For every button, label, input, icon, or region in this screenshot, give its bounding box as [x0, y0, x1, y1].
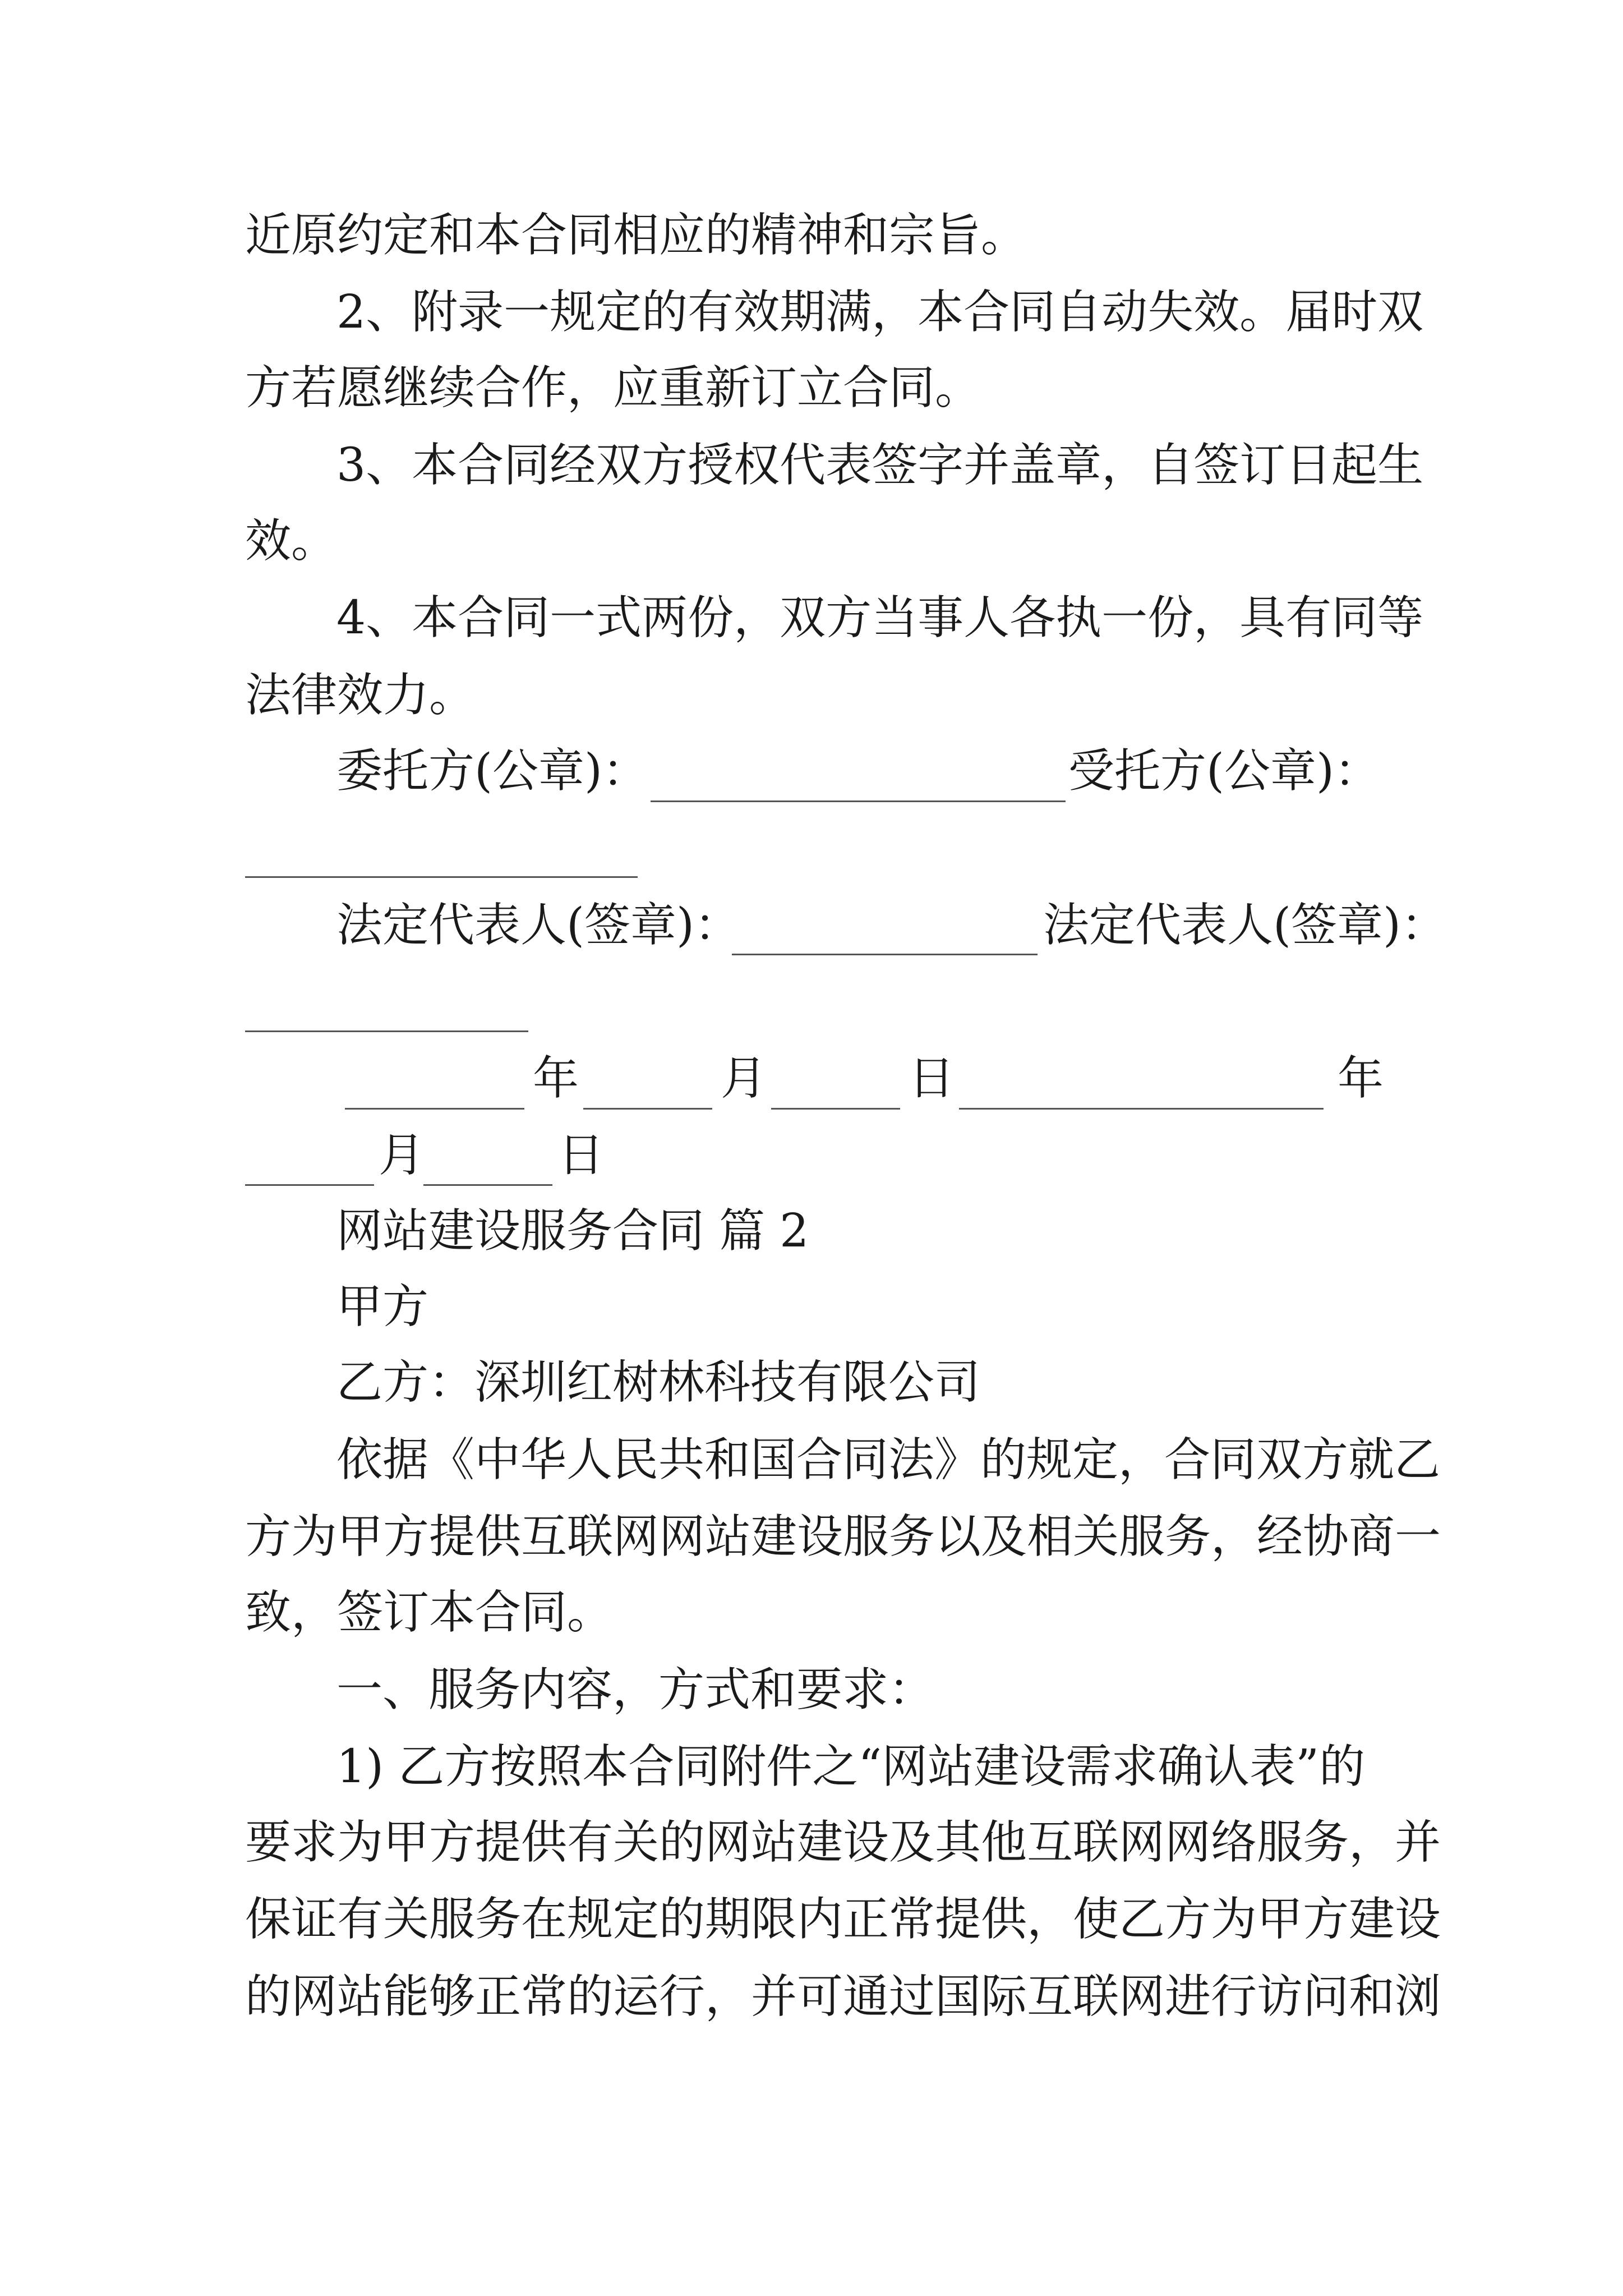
item-1-line-1: 1) 乙方按照本合同附件之“网站建设需求确认表”的: [336, 1740, 1366, 1793]
day-label-1: 日: [909, 1052, 955, 1105]
item-1-line-2: 要求为甲方提供有关的网站建设及其他互联网网络服务，并: [245, 1816, 1441, 1869]
month-label-1: 月: [721, 1052, 767, 1105]
clause-3-line-2: 效。: [245, 514, 338, 568]
day-blank-2: [423, 1184, 552, 1186]
agent-seal-label: 受托方(公章)：: [1068, 744, 1380, 798]
party-a-label: 甲方: [336, 1280, 429, 1333]
item-1-line-3: 保证有关服务在规定的期限内正常提供，使乙方为甲方建设: [245, 1893, 1441, 1946]
agent-rep-label: 法定代表人(签章)：: [1043, 899, 1447, 952]
clause-4-line-2: 法律效力。: [245, 669, 476, 722]
agent-rep-blank: [245, 1030, 528, 1032]
clause-2-line-2: 方若愿继续合作，应重新订立合同。: [245, 361, 981, 415]
principal-seal-blank: [651, 800, 1066, 802]
intro-line-1: 依据《中华人民共和国合同法》的规定，合同双方就乙: [336, 1433, 1441, 1487]
principal-seal-label: 委托方(公章)：: [336, 744, 648, 798]
party-b-label: 乙方：深圳红树林科技有限公司: [336, 1356, 981, 1409]
day-blank-1: [771, 1108, 900, 1110]
day-label-2: 日: [558, 1129, 605, 1182]
item-1-line-4: 的网站能够正常的运行，并可通过国际互联网进行访问和浏: [245, 1970, 1441, 2023]
section-2-title: 网站建设服务合同 篇 2: [336, 1204, 809, 1258]
year-label-2: 年: [1338, 1052, 1384, 1105]
clause-2-line-1: 2、附录一规定的有效期满，本合同自动失效。届时双: [336, 286, 1424, 339]
agent-seal-blank: [245, 876, 638, 878]
intro-line-3: 致，签订本合同。: [245, 1586, 614, 1639]
year-blank-2: [959, 1108, 1324, 1110]
principal-rep-label: 法定代表人(签章)：: [336, 899, 740, 952]
month-label-2: 月: [379, 1129, 425, 1182]
month-blank-1: [583, 1108, 712, 1110]
clause-3-line-1: 3、本合同经双方授权代表签字并盖章，自签订日起生: [336, 439, 1424, 492]
year-blank-1: [345, 1108, 524, 1110]
heading-service-content: 一、服务内容，方式和要求：: [336, 1663, 935, 1717]
principal-rep-blank: [732, 954, 1038, 955]
clause-4-line-1: 4、本合同一式两份，双方当事人各执一份，具有同等: [336, 591, 1424, 645]
month-blank-2: [245, 1184, 374, 1186]
year-label-1: 年: [533, 1052, 579, 1105]
clause-1-end: 近原约定和本合同相应的精神和宗旨。: [245, 209, 1027, 262]
intro-line-2: 方为甲方提供互联网网站建设服务以及相关服务，经协商一: [245, 1510, 1441, 1563]
